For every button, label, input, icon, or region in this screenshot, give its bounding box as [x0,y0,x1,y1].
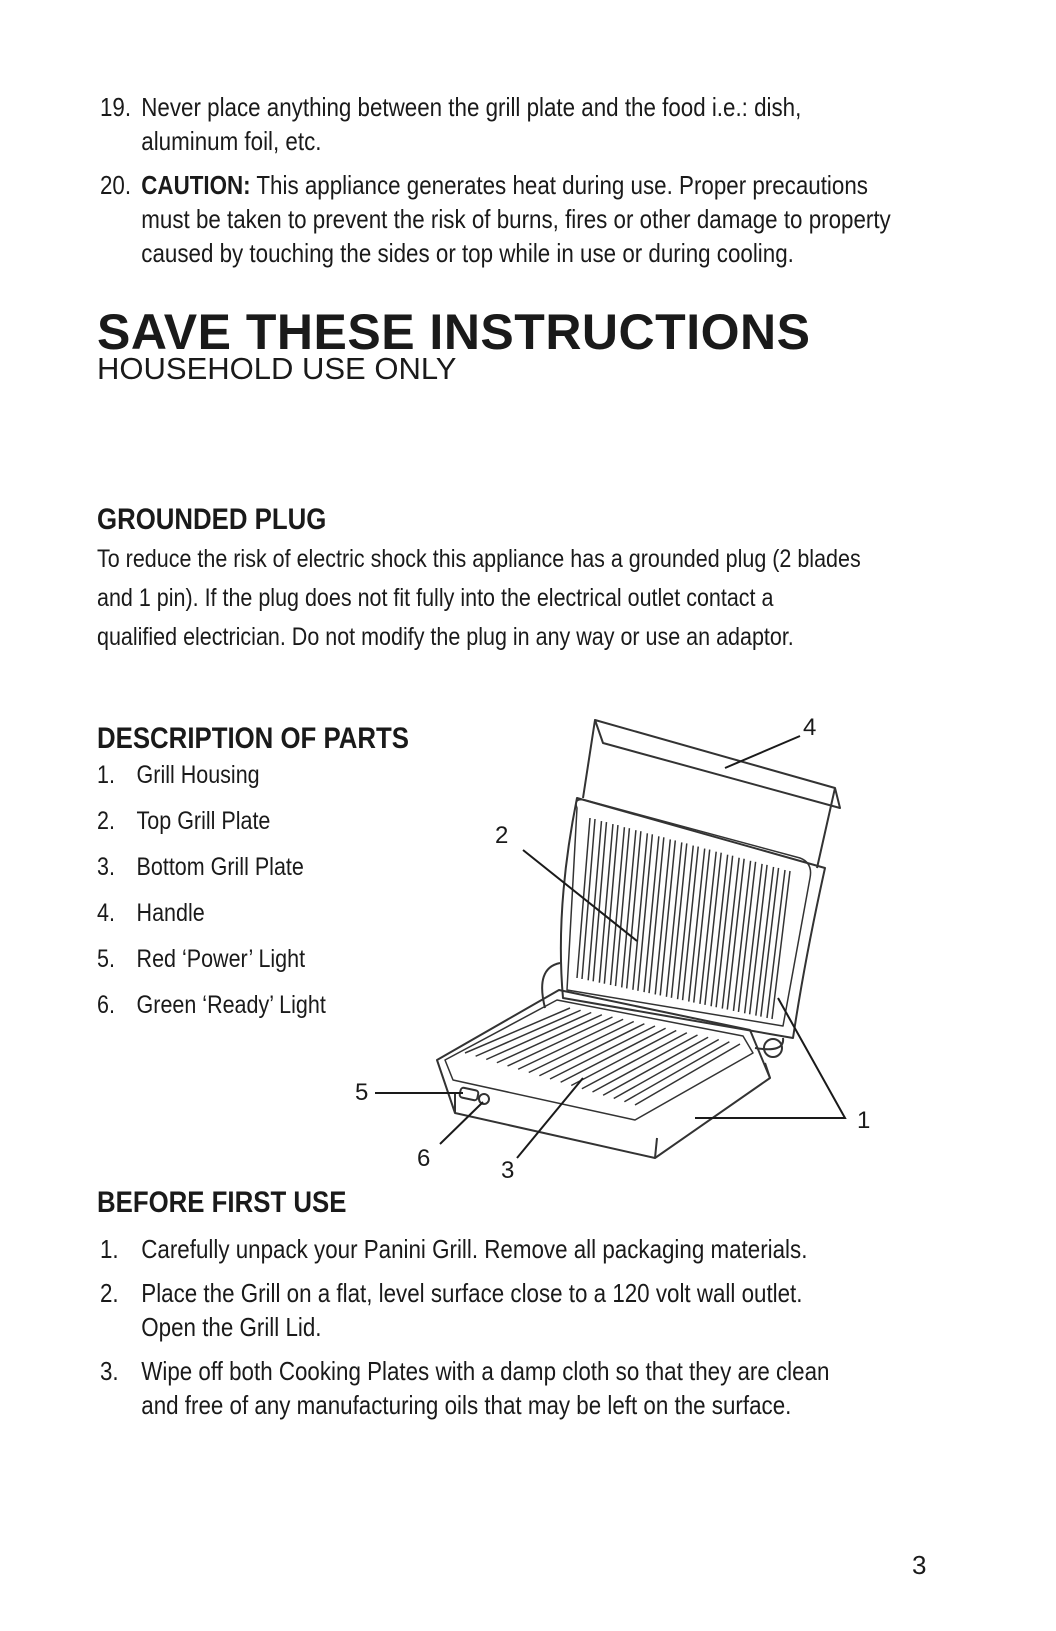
top-plate-rib [599,824,618,984]
item-number: 4. [97,899,115,927]
bottom-plate-rib [497,1015,602,1063]
part-label: Handle [136,899,205,927]
item-text-line: aluminum foil, etc. [141,126,322,156]
item-text-line: Open the Grill Lid. [141,1312,322,1342]
item-text-line: caused by touching the sides or top while in use or during cooling. [141,238,794,268]
leader-line-3 [517,1078,583,1158]
warning-item-19 [100,90,1018,158]
top-plate-rib [633,833,652,990]
bottom-plate-rib [635,1044,740,1105]
safety-warnings-list [100,90,980,280]
bottom-plate-outline [445,1000,753,1120]
item-number: 1. [97,761,115,789]
bottom-plate-rib [582,1033,687,1089]
item-text-line: and free of any manufacturing oils that may be left on the surface. [141,1390,792,1420]
before-first-use-heading: BEFORE FIRST USE [97,1186,347,1219]
bottom-plate-rib [550,1026,655,1079]
bottom-plate-rib [508,1017,613,1066]
callout-5: 5 [355,1079,369,1106]
step-item [100,1276,1018,1344]
bottom-plate-rib [593,1035,698,1092]
callout-numbers [355,714,870,1184]
leader-line-1 [695,998,845,1118]
item-text-line: Place the Grill on a flat, level surface close to a 120 volt wall outlet. [141,1278,803,1308]
top-plate-rib [622,830,641,988]
top-plate-rib [689,849,710,1003]
top-plate-outline [567,800,811,1026]
item-number: 19. [100,92,132,122]
item-number: 2. [97,807,115,835]
bottom-plate-rib [614,1040,719,1099]
callout-3: 3 [501,1157,515,1184]
part-label: Bottom Grill Plate [136,853,304,881]
bottom-plate-rib [476,1010,581,1056]
leader-line-4 [725,736,800,768]
top-plate-rib [700,852,721,1005]
item-number: 20. [100,170,132,200]
save-instructions-title: SAVE THESE INSTRUCTIONS [97,304,811,360]
item-number: 3. [100,1356,119,1386]
description-of-parts-heading: DESCRIPTION OF PARTS [97,722,410,755]
item-text-line: Wipe off both Cooking Plates with a damp cloth so that they are clean [141,1356,830,1386]
bottom-plate-rib [603,1037,708,1095]
step-item [100,1354,1018,1422]
bottom-plate-rib [486,1013,591,1060]
top-plate-rib [611,827,630,986]
item-text-line: Carefully unpack your Panini Grill. Remove all packaging materials. [141,1234,808,1264]
paragraph-line: To reduce the risk of electric shock this appliance has a grounded plug (2 blades [97,545,861,573]
top-plate-rib [666,842,686,997]
item-number: 1. [100,1234,119,1264]
part-label: Grill Housing [136,761,260,789]
caution-label: CAUTION: [141,170,251,200]
page-number: 3 [912,1550,927,1580]
item-text-line: must be taken to prevent the risk of burns, fires or other damage to property [141,204,891,234]
bottom-plate-rib [539,1024,644,1076]
bottom-plate-rib [529,1022,634,1073]
callout-2: 2 [495,822,509,849]
item-text-line: This appliance generates heat during use. Proper precautions [250,170,868,200]
part-label: Red ‘Power’ Light [136,945,306,973]
grounded-plug-paragraph [97,540,940,657]
item-number: 2. [100,1278,119,1308]
paragraph-line: qualified electrician. Do not modify the plug in any way or use an adaptor. [97,623,794,651]
part-label: Green ‘Ready’ Light [136,991,326,1019]
part-label: Top Grill Plate [136,807,271,835]
bottom-plate-rib [571,1031,676,1086]
warning-item-20 [100,168,1018,270]
callout-4: 4 [803,714,817,741]
top-plate-rib [577,818,595,979]
household-use-subtitle: HOUSEHOLD USE ONLY [97,351,457,386]
top-plate-rib [678,846,699,1001]
grounded-plug-heading: GROUNDED PLUG [97,503,327,536]
item-number: 3. [97,853,115,881]
handle-arms [583,720,835,868]
item-text-line: Never place anything between the grill plate and the food i.e.: dish, [141,92,802,122]
top-plate-rib [588,821,606,981]
callout-1: 1 [857,1107,871,1134]
callout-6: 6 [417,1145,431,1172]
bottom-plate-rib [624,1042,729,1102]
before-first-use-list [100,1232,980,1432]
grill-drawing [437,720,840,1158]
paragraph-line: and 1 pin). If the plug does not fit fully into the electrical outlet contact a [97,584,774,612]
step-item [100,1232,1018,1266]
panini-grill-illustration [345,708,885,1188]
item-number: 5. [97,945,115,973]
bottom-plate-rib [518,1019,623,1069]
leader-line-2 [523,850,637,941]
ready-light [479,1094,489,1104]
top-plate-rib [655,839,675,995]
bottom-plate-rib [561,1028,666,1082]
top-plate-rib [644,836,664,993]
leader-lines [375,736,845,1158]
leader-line-6 [440,1102,483,1144]
item-number: 6. [97,991,115,1019]
